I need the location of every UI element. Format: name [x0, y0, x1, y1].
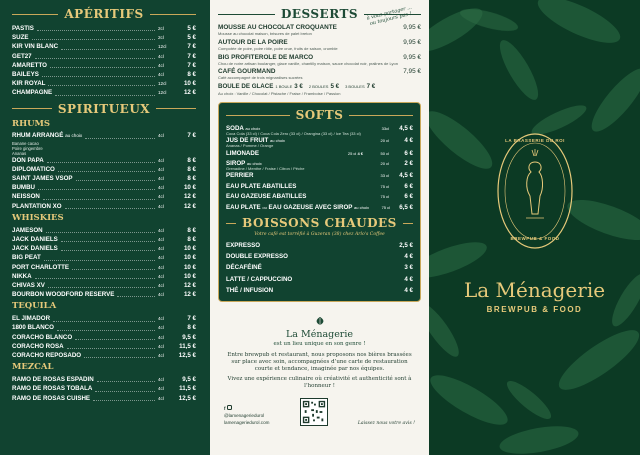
- tequila-row: CORACHO ROSA 4cl 11,5 €: [12, 342, 196, 350]
- softs-heading: SOFTS: [226, 107, 413, 123]
- qr-code[interactable]: [300, 398, 328, 426]
- aperitif-row: SUZE 2cl 5 €: [12, 34, 196, 42]
- rhum-arrange-desc-1: Banane cacao: [12, 140, 39, 146]
- mezcal-row: RAMO DE ROSAS ESPADIN 4cl 9,5 €: [12, 376, 196, 384]
- rhums-heading: RHUMS: [12, 118, 51, 129]
- whisky-row: NIKKA 4cl 10 €: [12, 272, 196, 280]
- aperitifs-heading: APÉRITIFS: [12, 6, 196, 22]
- boule-de-glace-row: BOULE DE GLACE 1 BOULE 3 € 2 BOULES 5 € 3 BOULES 7 €: [218, 83, 376, 91]
- whisky-row: JACK DANIELS 4cl 10 €: [12, 245, 196, 253]
- whisky-row: CHIVAS XV 4cl 12 €: [12, 281, 196, 289]
- soft-desc: Ananas / Pomme / Orange: [226, 142, 274, 148]
- review-cta: Laissez nous votre avis !: [357, 421, 415, 427]
- left-panel: [0, 0, 210, 455]
- hot-drink-row: THÉ / INFUSION 4 €: [226, 287, 413, 295]
- website-link[interactable]: lamenageriedurol.com: [224, 420, 270, 426]
- rhum-row: NEISSON 4cl 12 €: [12, 193, 196, 201]
- soft-row: JUS DE FRUIT au choix 20 cl 4 €: [226, 137, 413, 145]
- brand-tagline: BREWPUB & FOOD: [486, 305, 583, 314]
- dessert-item: BIG PROFITEROLE DE MARCO 9,95 € Chou de notre artisan boulanger, glace vanille, chantilly maison, sauce chocolat noir, pralines de Lyon: [218, 53, 421, 66]
- whiskies-heading: WHISKIES: [12, 212, 64, 223]
- mezcal-list: [12, 375, 196, 403]
- rhum-arrange-desc-2: Poire gingembre: [12, 145, 43, 151]
- brand-block: [429, 278, 640, 314]
- contact-strip: [218, 398, 421, 426]
- desserts-heading: DESSERTS: [218, 6, 421, 22]
- hot-drink-row: DÉCAFÉINÉ 3 €: [226, 264, 413, 272]
- right-panel: [429, 0, 640, 455]
- softs-box: [218, 102, 421, 302]
- soft-row: SODA au choix 33cl 4,5 €: [226, 124, 413, 132]
- rhum-row: SAINT JAMES VSOP 4cl 8 €: [12, 175, 196, 183]
- mezcal-heading: MEZCAL: [12, 362, 54, 373]
- tequila-heading: TEQUILA: [12, 301, 57, 312]
- aperitif-row: BAILEYS 4cl 8 €: [12, 70, 196, 78]
- brand-subtitle: est un lieu unique en son genre !: [273, 341, 366, 348]
- rhum-row: DIPLOMATICO 4cl 8 €: [12, 165, 196, 173]
- brand-title: La Ménagerie: [463, 278, 606, 302]
- whisky-row: BIG PEAT 4cl 10 €: [12, 254, 196, 262]
- tequila-row: CORACHO REPOSADO 4cl 12,5 €: [12, 352, 196, 360]
- whisky-row: PORT CHARLOTTE 4cl 10 €: [12, 263, 196, 271]
- soft-row: SIROP au choix 20 cl 2 €: [226, 160, 413, 168]
- hot-drink-row: LATTE / CAPPUCCINO 4 €: [226, 275, 413, 283]
- tequila-row: 1800 BLANCO 4cl 8 €: [12, 324, 196, 332]
- social-links: [224, 405, 269, 426]
- soft-desc: Coca Cola (33 cl) / Coca Cola Zero (33 cl) / Orangina (33 cl) / Ice Tea (33 cl): [226, 130, 361, 136]
- mezcal-row: RAMO DE ROSAS CUISHE 4cl 12,5 €: [12, 394, 196, 402]
- soft-row: PERRIER 33 cl 4,5 €: [226, 172, 413, 180]
- aperitif-row: CHAMPAGNE 12cl 12 €: [12, 89, 196, 97]
- soft-desc: Grenadine / Menthe / Fraise / Citron / Pêche: [226, 165, 305, 171]
- whisky-row: BOURBON WOODFORD RESERVE 4cl 12 €: [12, 291, 196, 299]
- aperitif-row: KIR ROYAL 12cl 10 €: [12, 80, 196, 88]
- boissons-chaudes-heading: BOISSONS CHAUDES: [226, 215, 413, 231]
- tequila-row: CORACHO BLANCO 4cl 9,5 €: [12, 333, 196, 341]
- brand-paragraph-1: Entre brewpub et restaurant, nous proposons nos bières brassées sur place avec soin, accompagnées d’une carte de restauration courte et tendance, imaginée par nos équipes.: [227, 352, 412, 373]
- soft-row: EAU PLATE ou EAU GAZEUSE AVEC SIROP au choix 75 cl 6,5 €: [226, 203, 413, 211]
- soft-row: EAU PLATE ABATILLES 75 cl 6 €: [226, 182, 413, 190]
- leaf-icon: [313, 317, 327, 325]
- facebook-icon[interactable]: f: [224, 406, 226, 412]
- spiritueux-heading: SPIRITUEUX: [12, 101, 196, 117]
- brasserie-badge-logo: [496, 132, 574, 250]
- aperitif-row: KIR VIN BLANC 12cl 7 €: [12, 43, 196, 51]
- middle-panel: [210, 0, 429, 455]
- dessert-item: MOUSSE AU CHOCOLAT CROQUANTE 9,95 € Mousse au chocolat maison, brisures de palet breton: [218, 24, 421, 36]
- tequila-list: [12, 314, 196, 360]
- hot-drink-row: DOUBLE EXPRESSO 4 €: [226, 252, 413, 260]
- whisky-row: JAMESON 4cl 8 €: [12, 226, 196, 234]
- boule-flavors: Au choix : Vanille / Chocolat / Pistache / Fraise / Framboise / Passion: [218, 91, 341, 97]
- rhum-arrange-row: RHUM ARRANGÉ au choix 4cl 7 €: [12, 132, 196, 140]
- mezcal-row: RAMO DE ROSAS TOBALA 4cl 11,5 €: [12, 385, 196, 393]
- aperitif-row: GET27 4cl 7 €: [12, 52, 196, 60]
- aperitifs-list: [12, 24, 196, 98]
- desserts-list: [218, 24, 421, 81]
- badge-bottom-text: BREWPUB & FOOD: [510, 236, 560, 241]
- soft-row: EAU GAZEUSE ABATILLES 75 cl 6 €: [226, 193, 413, 201]
- brand-info: [218, 310, 421, 390]
- dessert-item: CAFÉ GOURMAND 7,95 € Café accompagné de trois mignardises sucrées: [218, 68, 421, 81]
- rhums-list: [12, 156, 196, 211]
- tequila-row: EL JIMADOR 4cl 7 €: [12, 315, 196, 323]
- aperitif-row: PASTIS 2cl 5 €: [12, 24, 196, 32]
- whisky-row: JACK DANIELS 4cl 8 €: [12, 235, 196, 243]
- hot-drink-row: EXPRESSO 2,5 €: [226, 241, 413, 249]
- rhum-row: DON PAPA 4cl 8 €: [12, 156, 196, 164]
- whiskies-list: [12, 226, 196, 300]
- social-handle[interactable]: @lamenageriedurol: [224, 413, 265, 419]
- aperitif-row: AMARETTO 4cl 7 €: [12, 61, 196, 69]
- coffee-tagline: Votre café est torréfié à Guzeran (38) chez Arlo's Coffee: [254, 232, 385, 238]
- brand-paragraph-2: Vivez une expérience culinaire où créativité et authenticité sont à l’honneur !: [227, 376, 412, 390]
- badge-top-text: LA BRASSERIE DU ROI: [505, 138, 565, 143]
- boissons-chaudes-list: [226, 239, 413, 296]
- desserts-script-note: à vous partager ... ou toujours pas !: [366, 4, 413, 27]
- rhum-arrange-desc-3: Ananas: [12, 150, 27, 156]
- soft-row: LIMONADE 25 cl 4 € 50 cl 6 €: [226, 149, 413, 157]
- instagram-icon[interactable]: [227, 405, 232, 410]
- dessert-item: AUTOUR DE LA POIRE 9,95 € Compotée de poire, poire rôtie, poire crue, fruits de saison, crumble: [218, 38, 421, 51]
- rhum-row: PLANTATION XO 4cl 12 €: [12, 202, 196, 210]
- softs-list: [226, 123, 413, 212]
- brand-name: La Ménagerie: [285, 329, 354, 341]
- rhum-row: BUMBU 4cl 10 €: [12, 184, 196, 192]
